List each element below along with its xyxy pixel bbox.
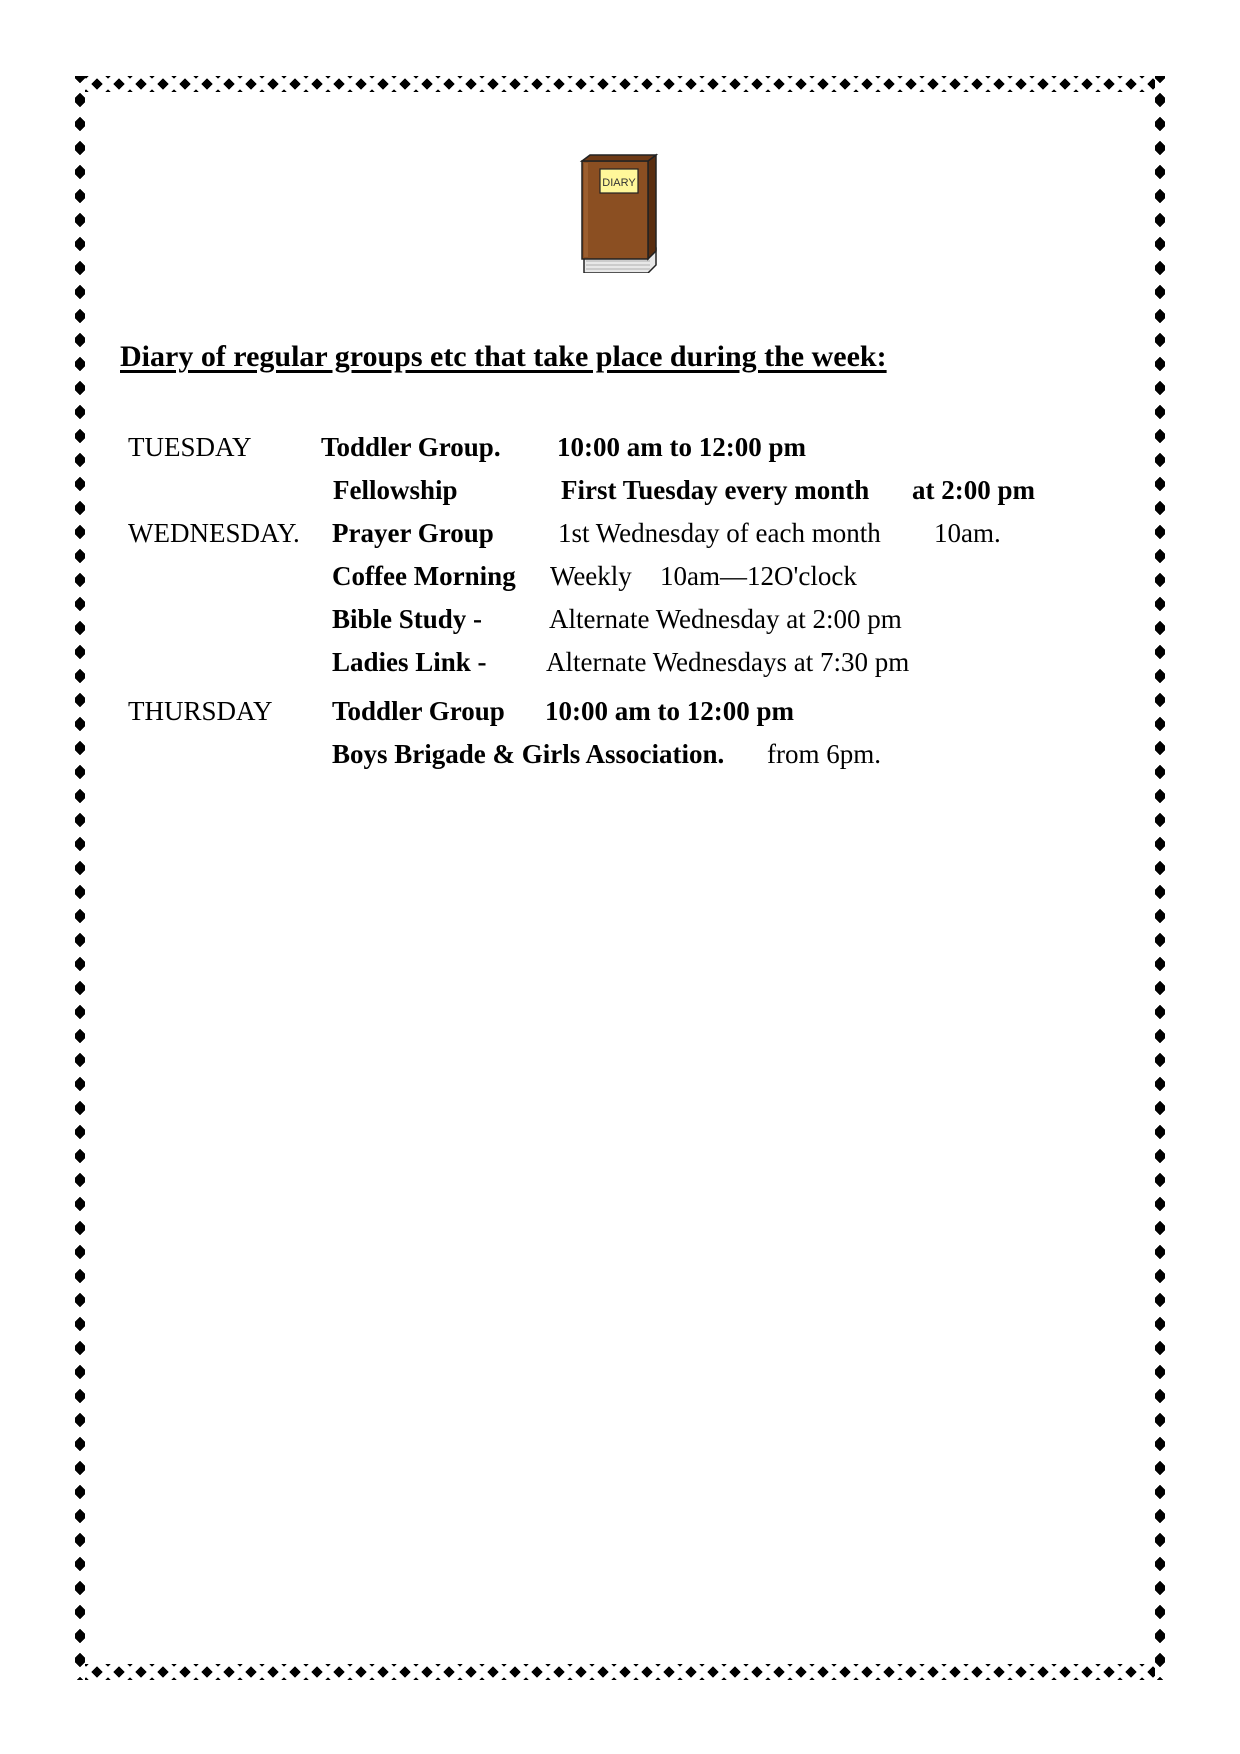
group-time: Alternate Wednesday at 2:00 pm — [549, 604, 902, 634]
group-time: 10:00 am to 12:00 pm — [557, 432, 806, 462]
page-content-area — [85, 92, 1155, 1664]
day-label-wednesday: WEDNESDAY. — [128, 518, 300, 548]
group-time: from 6pm. — [767, 739, 881, 769]
diary-label-text: DIARY — [602, 177, 636, 189]
group-name: Ladies Link - — [332, 647, 487, 677]
day-label-tuesday: TUESDAY — [128, 432, 252, 462]
decorative-border-top — [75, 76, 1165, 92]
group-time: 1st Wednesday of each month — [558, 518, 881, 548]
group-name: Prayer Group — [332, 518, 494, 548]
page-heading: Diary of regular groups etc that take place during the week: — [120, 340, 887, 373]
group-name: Toddler Group — [332, 696, 505, 726]
group-name: Toddler Group. — [321, 432, 501, 462]
group-name: Bible Study - — [332, 604, 483, 634]
group-name: Fellowship — [333, 475, 458, 505]
diary-book-icon — [578, 153, 660, 273]
group-time: Alternate Wednesdays at 7:30 pm — [546, 647, 910, 677]
group-time: First Tuesday every month — [561, 475, 870, 505]
decorative-border-bottom — [75, 1664, 1165, 1680]
group-extra: 10am—12O'clock — [660, 561, 857, 591]
group-extra: 10am. — [934, 518, 1001, 548]
group-name: Boys Brigade & Girls Association. — [332, 739, 725, 769]
day-label-thursday: THURSDAY — [128, 696, 273, 726]
decorative-border-left — [75, 76, 85, 1680]
group-name: Coffee Morning — [332, 561, 516, 591]
group-extra: at 2:00 pm — [912, 475, 1035, 505]
group-time: 10:00 am to 12:00 pm — [545, 696, 794, 726]
decorative-border-right — [1155, 76, 1165, 1680]
group-time: Weekly — [550, 561, 632, 591]
